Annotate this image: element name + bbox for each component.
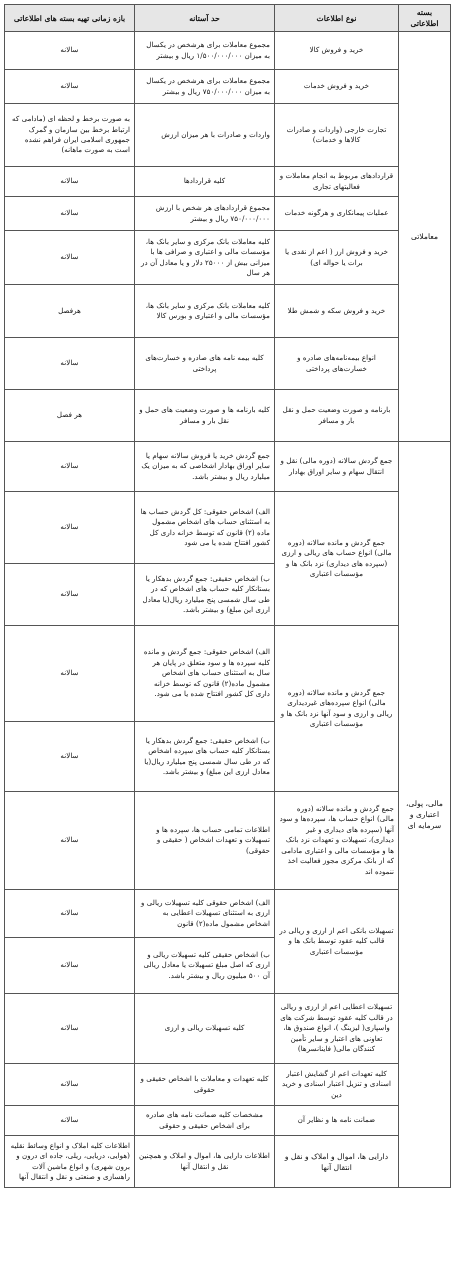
threshold-cell: مجموع قراردادهای هر شخص با ارزش ۷۵۰/۰۰۰/۰۰۰ ریال و بیشتر — [135, 197, 275, 231]
table-row — [5, 890, 451, 938]
category-cell: دارایی ها، اموال و املاک و نقل و انتقال آنها — [275, 1136, 399, 1188]
threshold-cell: جمع گردش خرید یا فروش سالانه سهام یا سایر اوراق بهادار اشخاصی که به میزان یک میلیارد ریال و بیشتر باشد. — [135, 442, 275, 492]
table-row — [5, 492, 451, 564]
info-type-cell: قراردادهای مربوط به انجام معاملات و فعالیتهای تجاری — [275, 167, 399, 197]
threshold-cell: ب) اشخاص حقیقی کلیه تسهیلات ریالی و ارزی که اصل مبلغ تسهیلات یا معادل ریالی آن ۵۰۰ میلیون ریال و بیشتر باشد. — [135, 938, 275, 994]
threshold-cell: مجموع معاملات برای هرشخص در یکسال به میزان ۱/۵۰۰/۰۰۰/۰۰۰ ریال و بیشتر — [135, 32, 275, 70]
period-cell: هرفصل — [5, 285, 135, 338]
table-row — [5, 70, 451, 104]
period-cell: سالانه — [5, 338, 135, 390]
period-cell: هر فصل — [5, 390, 135, 442]
table-row — [5, 32, 451, 70]
info-type-cell: جمع گردش و مانده سالانه (دوره مالی) انواع سپرده‌های غیردیداری ریالی و ارزی و سود آنها نزد بانک ها و مؤسسات اعتباری — [275, 626, 399, 792]
category-cell: مالی، پولی، اعتباری و سرمایه ای — [399, 442, 451, 1188]
info-type-cell: اطلاعات دارایی ها، اموال و املاک و همچنین نقل و انتقال آنها — [135, 1136, 275, 1188]
period-cell: سالانه — [5, 492, 135, 564]
threshold-cell: الف) اشخاص حقوقی: کل گردش حساب ها به استثنای حساب های اشخاص مشمول ماده (۲) قانون که توسط خزانه داری کل کشور افتتاح شده یا می شود — [135, 492, 275, 564]
info-type-cell: تسهیلات اعطایی اعم از ارزی و ریالی در قالب کلیه عقود توسط شرکت های واسپاری( لیزینگ )، انواع صندوق ها، تعاونی های اعتبار و سایر تأمین کنندگان مالی( فاینانسرها) — [275, 994, 399, 1064]
info-type-cell: جمع گردش و مانده سالانه (دوره مالی) انواع حساب های ریالی و ارزی (سپرده های دیداری) نزد بانک ها و مؤسسات اعتباری — [275, 492, 399, 626]
info-type-cell: انواع بیمه‌نامه‌های صادره و خسارت‌های پرداختی — [275, 338, 399, 390]
table-row — [5, 994, 451, 1064]
period-cell: سالانه — [5, 442, 135, 492]
period-cell: به صورت برخط و لحظه ای (مادامی که ارتباط برخط بین سازمان و گمرک جمهوری اسلامی ایران فراهم نشده است به صورت ماهانه) — [5, 104, 135, 167]
threshold-cell: اطلاعات تمامی حساب ها، سپرده ها و تسهیلات و تعهدات اشخاص ( حقیقی و حقوقی) — [135, 792, 275, 890]
info-type-cell: ضمانت نامه ها و نظایر آن — [275, 1106, 399, 1136]
header-threshold: حد آستانه — [135, 5, 275, 32]
info-type-cell: تجارت خارجی (واردات و صادرات کالاها و خدمات) — [275, 104, 399, 167]
threshold-cell: کلیه قراردادها — [135, 167, 275, 197]
threshold-cell: کلیه معاملات بانک مرکزی و سایر بانک ها، مؤسسات مالی و اعتباری و صرافی ها با میزانی بیش از ۲۵۰۰۰ دلار و یا معادل آن در هر سال — [135, 231, 275, 285]
threshold-cell: مجموع معاملات برای هرشخص در یکسال به میزان ۷۵۰/۰۰۰/۰۰۰ ریال و بیشتر — [135, 70, 275, 104]
period-cell: سالانه — [5, 1106, 135, 1136]
info-type-cell: جمع گردش و مانده سالانه (دوره مالی) انواع حساب ها، سپرده‌ها و سود آنها (سپرده های دیداری و غیر دیداری)، تسهیلات و تعهدات نزد بانک ها و مؤسسات مالی و اعتباری مادامی که از بانک مرکزی مجوز فعالیت اخذ ننموده اند — [275, 792, 399, 890]
period-cell: سالانه — [5, 994, 135, 1064]
table-row — [5, 285, 451, 338]
table-row — [5, 1064, 451, 1106]
info-type-cell: کلیه تعهدات اعم از گشایش اعتبار اسنادی و تنزیل اعتبار اسنادی و خرید دین — [275, 1064, 399, 1106]
threshold-cell: کلیه تعهدات و معاملات با اشخاص حقیقی و حقوقی — [135, 1064, 275, 1106]
threshold-cell: الف) اشخاص حقوقی کلیه تسهیلات ریالی و ارزی به استثنای تسهیلات اعطایی به اشخاص مشمول ماده(۲) قانون — [135, 890, 275, 938]
info-type-cell: عملیات پیمانکاری و هرگونه خدمات — [275, 197, 399, 231]
table-header-row — [5, 5, 451, 32]
info-type-cell: خرید و فروش کالا — [275, 32, 399, 70]
table-row — [5, 1106, 451, 1136]
period-cell: سالانه — [5, 197, 135, 231]
table-row — [5, 104, 451, 167]
info-type-cell: بارنامه و صورت وضعیت حمل و نقل بار و مسافر — [275, 390, 399, 442]
info-type-cell: خرید و فروش سکه و شمش طلا — [275, 285, 399, 338]
threshold-cell: واردات و صادرات با هر میزان ارزش — [135, 104, 275, 167]
period-cell: سالانه — [5, 564, 135, 626]
table-row — [5, 1136, 451, 1188]
threshold-cell: کلیه معاملات بانک مرکزی و سایر بانک ها، مؤسسات مالی و اعتباری و بورس کالا — [135, 285, 275, 338]
threshold-cell: مشخصات کلیه ضمانت نامه های صادره برای اشخاص حقیقی و حقوقی — [135, 1106, 275, 1136]
table-row — [5, 197, 451, 231]
period-cell: سالانه — [5, 231, 135, 285]
threshold-cell: ب) اشخاص حقیقی: جمع گردش بدهکار یا بستانکار کلیه حساب های اشخاص که در طی سال شمسی پنج میلیارد ریال(یا معادل ارزی این مبلغ) و بیشتر باشد. — [135, 564, 275, 626]
table-row — [5, 442, 451, 492]
table-row — [5, 231, 451, 285]
period-cell: سالانه — [5, 722, 135, 792]
threshold-cell: ب) اشخاص حقیقی: جمع گردش بدهکار یا بستانکار کلیه حساب های سپرده اشخاص که در طی سال شمسی پنج میلیارد ریال(یا معادل ارزی این مبلغ) و بیشتر باشد. — [135, 722, 275, 792]
period-cell: سالانه — [5, 167, 135, 197]
info-packages-table — [4, 4, 451, 1188]
threshold-cell: کلیه تسهیلات ریالی و ارزی — [135, 994, 275, 1064]
header-period: بازه زمانی تهیه بسته های اطلاعاتی — [5, 5, 135, 32]
table-row — [5, 792, 451, 890]
info-type-cell: خرید و فروش خدمات — [275, 70, 399, 104]
threshold-cell: کلیه بیمه نامه های صادره و خسارت‌های پرداختی — [135, 338, 275, 390]
table-row — [5, 167, 451, 197]
period-cell: سالانه — [5, 32, 135, 70]
table-row — [5, 390, 451, 442]
info-type-cell: جمع گردش سالانه (دوره مالی) نقل و انتقال سهام و سایر اوراق بهادار — [275, 442, 399, 492]
period-cell: سالانه — [5, 792, 135, 890]
threshold-cell: الف) اشخاص حقوقی: جمع گردش و مانده کلیه سپرده ها و سود متعلق در پایان هر سال به استثنای حساب های اشخاص مشمول ماده(۲) قانون که توسط خزانه داری کل کشور افتتاح شده یا می شود. — [135, 626, 275, 722]
period-cell: سالانه — [5, 938, 135, 994]
header-package: بسته اطلاعاتی — [399, 5, 451, 32]
period-cell: سالانه — [5, 626, 135, 722]
period-cell: سالانه — [5, 890, 135, 938]
threshold-cell: کلیه بارنامه ها و صورت وضعیت های حمل و نقل بار و مسافر — [135, 390, 275, 442]
threshold-cell: اطلاعات کلیه املاک و انواع وسائط نقلیه (هوایی، دریایی، ریلی، جاده ای درون و برون شهری) و انواع ماشین آلات راهسازی و صنعتی و نقل و انتقال آنها — [5, 1136, 135, 1188]
table-row — [5, 626, 451, 722]
period-cell: سالانه — [5, 1064, 135, 1106]
table-row — [5, 338, 451, 390]
category-cell: معاملاتی — [399, 32, 451, 442]
period-cell: سالانه — [5, 70, 135, 104]
info-type-cell: تسهیلات بانکی اعم از ارزی و ریالی در قالب کلیه عقود توسط بانک ها و مؤسسات اعتباری — [275, 890, 399, 994]
header-info-type: نوع اطلاعات — [275, 5, 399, 32]
info-type-cell: خرید و فروش ارز ( اعم از نقدی یا برات یا حواله ای) — [275, 231, 399, 285]
